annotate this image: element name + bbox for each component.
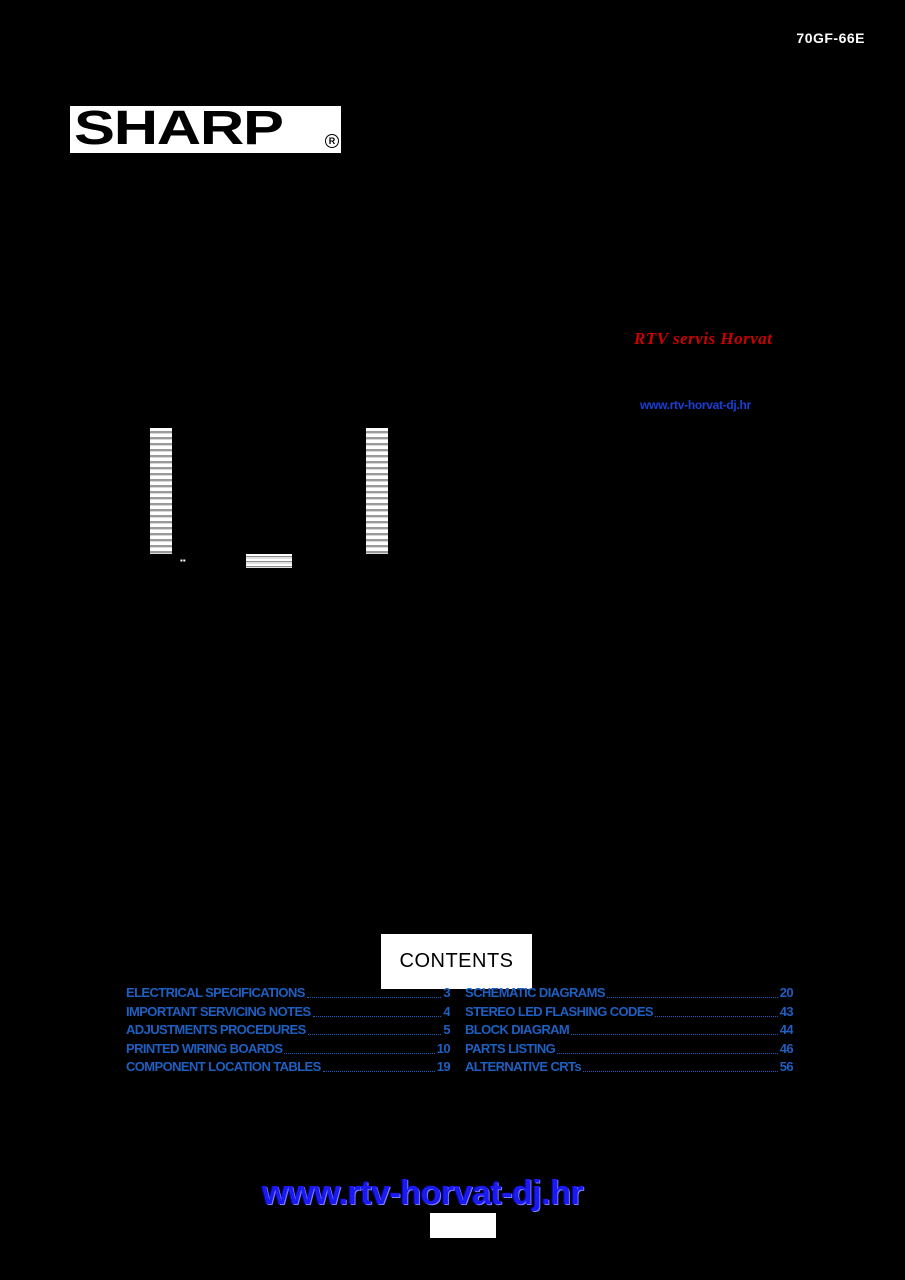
model-code: 70GF-66E xyxy=(796,30,865,46)
toc-label: BLOCK DIAGRAM xyxy=(465,1022,570,1037)
contents-title: CONTENTS xyxy=(399,950,514,972)
toc-page-number: 46 xyxy=(779,1040,793,1056)
toc-leader-dots xyxy=(557,1040,778,1054)
toc-entry[interactable] xyxy=(126,1040,450,1059)
toc-label: PRINTED WIRING BOARDS xyxy=(126,1040,283,1056)
toc-page-number: 20 xyxy=(779,985,793,1000)
toc-label: COMPONENT LOCATION TABLES xyxy=(126,1059,321,1074)
contents-heading-box xyxy=(381,934,532,989)
toc-entry[interactable] xyxy=(465,1040,793,1059)
toc-page-number: 3 xyxy=(443,985,450,1000)
toc-entry[interactable] xyxy=(465,1058,793,1077)
horizontal-striped-bar xyxy=(246,554,292,568)
footer-url-link[interactable]: www.rtv-horvat-dj.hr xyxy=(262,1174,584,1212)
small-mark-icon: ▪▪ xyxy=(180,556,186,565)
toc-label: ELECTRICAL SPECIFICATIONS xyxy=(126,985,305,1000)
toc-entry[interactable] xyxy=(126,1003,450,1022)
toc-leader-dots xyxy=(571,1021,778,1035)
toc-leader-dots xyxy=(284,1040,434,1054)
toc-leader-dots xyxy=(607,984,778,998)
toc-entry[interactable] xyxy=(465,1021,793,1040)
toc-page-number: 44 xyxy=(779,1022,793,1037)
toc-page-number: 10 xyxy=(436,1040,450,1056)
toc-label: IMPORTANT SERVICING NOTES xyxy=(126,1003,311,1019)
servis-name: RTV servis Horvat xyxy=(634,329,773,348)
footer-white-box xyxy=(430,1213,496,1238)
toc-page-number: 4 xyxy=(443,1003,450,1019)
toc-page-number: 56 xyxy=(779,1059,793,1074)
servis-url-link[interactable]: www.rtv-horvat-dj.hr xyxy=(640,398,751,412)
toc-entry[interactable] xyxy=(126,984,450,1003)
toc-label: ALTERNATIVE CRTs xyxy=(465,1059,582,1074)
toc-label: STEREO LED FLASHING CODES xyxy=(465,1003,653,1019)
toc-label: PARTS LISTING xyxy=(465,1040,556,1056)
right-striped-bar xyxy=(366,428,388,554)
toc-leader-dots xyxy=(323,1058,435,1072)
toc-leader-dots xyxy=(308,1021,442,1035)
logo-wordmark: SHARP xyxy=(74,102,283,155)
toc-leader-dots xyxy=(313,1003,442,1017)
sharp-logo xyxy=(70,102,341,155)
toc-leader-dots xyxy=(583,1058,778,1072)
toc-leader-dots xyxy=(307,984,442,998)
toc-right-column xyxy=(465,984,793,1077)
registered-mark-icon: R xyxy=(325,134,339,148)
toc-entry[interactable] xyxy=(126,1021,450,1040)
toc-entry[interactable] xyxy=(465,984,793,1003)
toc-entry[interactable] xyxy=(465,1003,793,1022)
toc-page-number: 5 xyxy=(443,1022,450,1037)
toc-leader-dots xyxy=(655,1003,778,1017)
toc-label: ADJUSTMENTS PROCEDURES xyxy=(126,1022,306,1037)
toc-left-column xyxy=(126,984,450,1077)
toc-entry[interactable] xyxy=(126,1058,450,1077)
toc-label: SCHEMATIC DIAGRAMS xyxy=(465,985,605,1000)
left-striped-bar xyxy=(150,428,172,554)
toc-page-number: 19 xyxy=(436,1059,450,1074)
toc-page-number: 43 xyxy=(779,1003,793,1019)
